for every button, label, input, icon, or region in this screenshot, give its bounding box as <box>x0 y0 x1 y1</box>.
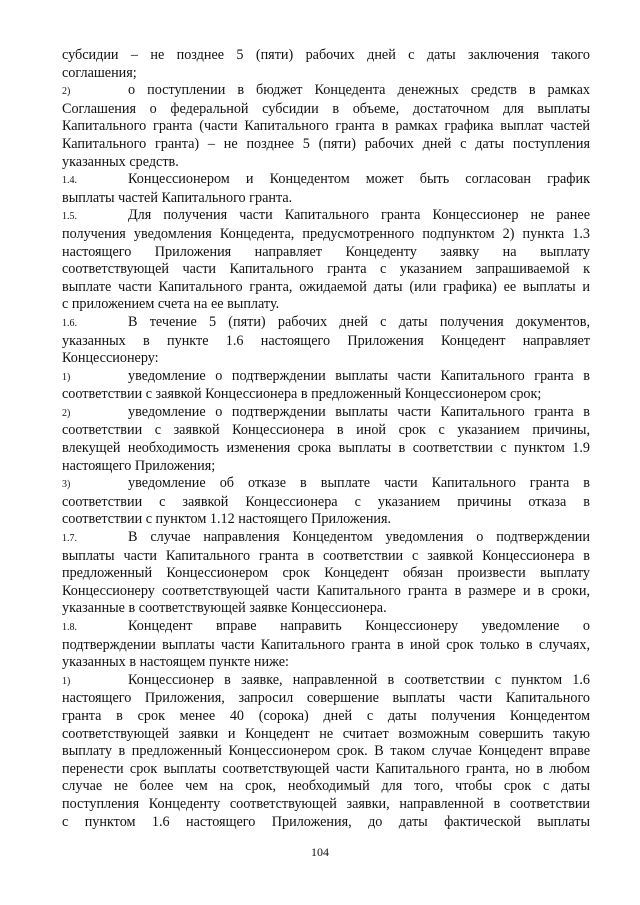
text-line <box>62 136 590 154</box>
line-text: настоящего Приложения, запросил совершение выплаты части Капитального <box>62 690 590 707</box>
line-text: с пунктом 1.6 настоящего Приложения, до даты фактической выплаты <box>62 813 590 830</box>
paragraph <box>62 207 590 314</box>
item-number: 2) <box>62 86 71 98</box>
line-text: Соглашения о федеральной субсидии в объеме, достаточном для выплаты <box>62 100 590 117</box>
line-text: Для получения части Капитального гранта Концессионер не ранее <box>128 207 590 224</box>
page-number: 104 <box>311 845 329 859</box>
item-number: 1.7. <box>62 533 77 545</box>
text-line <box>62 690 590 708</box>
line-text: уведомление о подтверждении выплаты части Капитального гранта в <box>128 367 590 384</box>
line-text: Концессионером и Концедентом может быть согласован график <box>128 171 590 188</box>
line-text: выплате части Капитального гранта, ожидаемой даты (или графика) ее выплаты и <box>62 278 590 295</box>
text-line <box>62 726 590 744</box>
text-line <box>62 118 590 136</box>
line-text: влекущей необходимость изменения срока выплаты в соответствии с пунктом 1.9 <box>62 440 590 457</box>
line-text: настоящего Приложения; <box>62 457 216 474</box>
paragraph <box>62 47 590 82</box>
text-line <box>62 296 590 314</box>
text-line <box>62 171 590 190</box>
item-number: 1.6. <box>62 317 77 329</box>
line-text: случае не более чем на срок, необходимый для того, чтобы срок с даты <box>62 778 590 795</box>
line-text: соответствии с заявкой Концессионера в иной срок с указанием причины, <box>62 422 590 439</box>
item-number: 1.8. <box>62 622 77 633</box>
text-line <box>62 475 590 494</box>
line-text: соответствии с заявкой Концессионера с указанием причины отказа в <box>62 493 590 510</box>
line-text: соответствии с пунктом 1.12 настоящего Приложения. <box>62 511 392 528</box>
text-line <box>62 154 590 172</box>
line-text: Капитального гранта (части Капитального гранта в рамках графика выплат частей <box>62 118 590 135</box>
text-line <box>62 333 590 351</box>
line-text: Концессионеру соответствующей части Капитального гранта в размере и в сроки, <box>62 582 590 599</box>
paragraph <box>62 82 590 171</box>
item-number: 1) <box>62 675 71 687</box>
line-text: Концедент вправе направить Концессионеру уведомление о <box>128 618 590 634</box>
text-line <box>62 350 590 368</box>
line-text: В течение 5 (пяти) рабочих дней с даты получения документов, <box>128 313 590 330</box>
text-line <box>62 368 590 387</box>
text-line <box>62 440 590 458</box>
line-text: указанных средств. <box>62 153 179 170</box>
text-line <box>62 511 590 529</box>
line-text: настоящего Приложения направляет Концеденту заявку на выплату <box>62 243 590 260</box>
line-text: выплаты части Капитального гранта в соответствии с заявкой Концессионера в <box>62 547 590 564</box>
text-line <box>62 458 590 476</box>
text-line <box>62 226 590 244</box>
text-line <box>62 529 590 548</box>
line-text: соглашения; <box>62 64 137 81</box>
line-text: уведомление об отказе в выплате части Капитального гранта в <box>128 475 590 492</box>
item-number: 2) <box>62 407 71 419</box>
line-text: о поступлении в бюджет Концедента денежных средств в рамках <box>128 82 590 99</box>
line-text: с приложением счета на ее выплату. <box>62 296 280 313</box>
paragraph <box>62 618 590 672</box>
paragraph <box>62 475 590 529</box>
text-line <box>62 814 590 832</box>
paragraph <box>62 529 590 618</box>
text-line <box>62 101 590 119</box>
line-text: субсидии – не позднее 5 (пяти) рабочих дней с даты заключения такого <box>62 47 590 63</box>
line-text: соответствующей части Капитального гранта с указанием запрашиваемой к <box>62 261 590 278</box>
text-line <box>62 654 590 672</box>
text-line <box>62 583 590 601</box>
text-line <box>62 82 590 101</box>
line-text: подтверждении выплаты части Капитального гранта в иной срок только в случаях, <box>62 636 590 653</box>
text-line <box>62 494 590 512</box>
line-text: перенести срок выплаты соответствующей части Капитального гранта, но в любом <box>62 760 590 777</box>
text-line <box>62 618 590 637</box>
line-text: указанные в соответствующей заявке Концессионера. <box>62 600 387 617</box>
line-text: указанных в настоящем пункте ниже: <box>62 654 289 671</box>
line-text: гранта в срок менее 40 (сорока) дней с даты получения Концедентом <box>62 707 590 724</box>
text-line <box>62 672 590 691</box>
line-text: поступления Концеденту соответствующей заявки, направленной в соответствии <box>62 795 590 812</box>
line-text: предложенный Концессионером срок Концедент обязан произвести выплату <box>62 565 590 582</box>
item-number: 1.4. <box>62 175 77 187</box>
paragraph <box>62 404 590 475</box>
text-line <box>62 386 590 404</box>
text-line <box>62 637 590 655</box>
text-line <box>62 47 590 65</box>
line-text: получения уведомления Концедента, предусмотренного подпунктом 2) пункта 1.3 <box>62 225 590 242</box>
text-line <box>62 279 590 297</box>
line-text: уведомление о подтверждении выплаты части Капитального гранта в <box>128 403 590 420</box>
text-line <box>62 244 590 262</box>
line-text: соответствующей заявки и Концедент не считает возможным совершить такую <box>62 725 590 742</box>
text-line <box>62 778 590 796</box>
line-text: соответствии с заявкой Концессионера в предложенный Концессионером срок; <box>62 386 542 403</box>
line-text: Концессионер в заявке, направленной в соответствии с пунктом 1.6 <box>128 671 590 688</box>
line-text: выплату в предложенный Концессионером срок. В таком случае Концедент вправе <box>62 743 590 760</box>
item-number: 1.5. <box>62 211 77 223</box>
line-text: Концессионеру: <box>62 350 159 367</box>
text-line <box>62 761 590 779</box>
line-text: В случае направления Концедентом уведомления о подтверждении <box>128 529 590 546</box>
text-line <box>62 422 590 440</box>
text-line <box>62 796 590 814</box>
item-number: 3) <box>62 479 71 491</box>
paragraph <box>62 672 590 831</box>
text-line <box>62 565 590 583</box>
text-line <box>62 600 590 618</box>
text-line <box>62 708 590 726</box>
text-line <box>62 314 590 333</box>
paragraph <box>62 368 590 404</box>
line-text: выплаты частей Капитального гранта. <box>62 189 293 206</box>
text-line <box>62 548 590 566</box>
document-body <box>62 47 590 831</box>
text-line <box>62 190 590 208</box>
item-number: 1) <box>62 371 71 383</box>
paragraph <box>62 314 590 368</box>
line-text: Капитального гранта) – не позднее 5 (пяти) рабочих дней с даты поступления <box>62 135 590 152</box>
text-line <box>62 207 590 226</box>
paragraph <box>62 171 590 207</box>
text-line <box>62 261 590 279</box>
text-line <box>62 65 590 83</box>
line-text: указанных в пункте 1.6 настоящего Приложения Концедент направляет <box>62 332 590 349</box>
text-line <box>62 404 590 423</box>
text-line <box>62 743 590 761</box>
